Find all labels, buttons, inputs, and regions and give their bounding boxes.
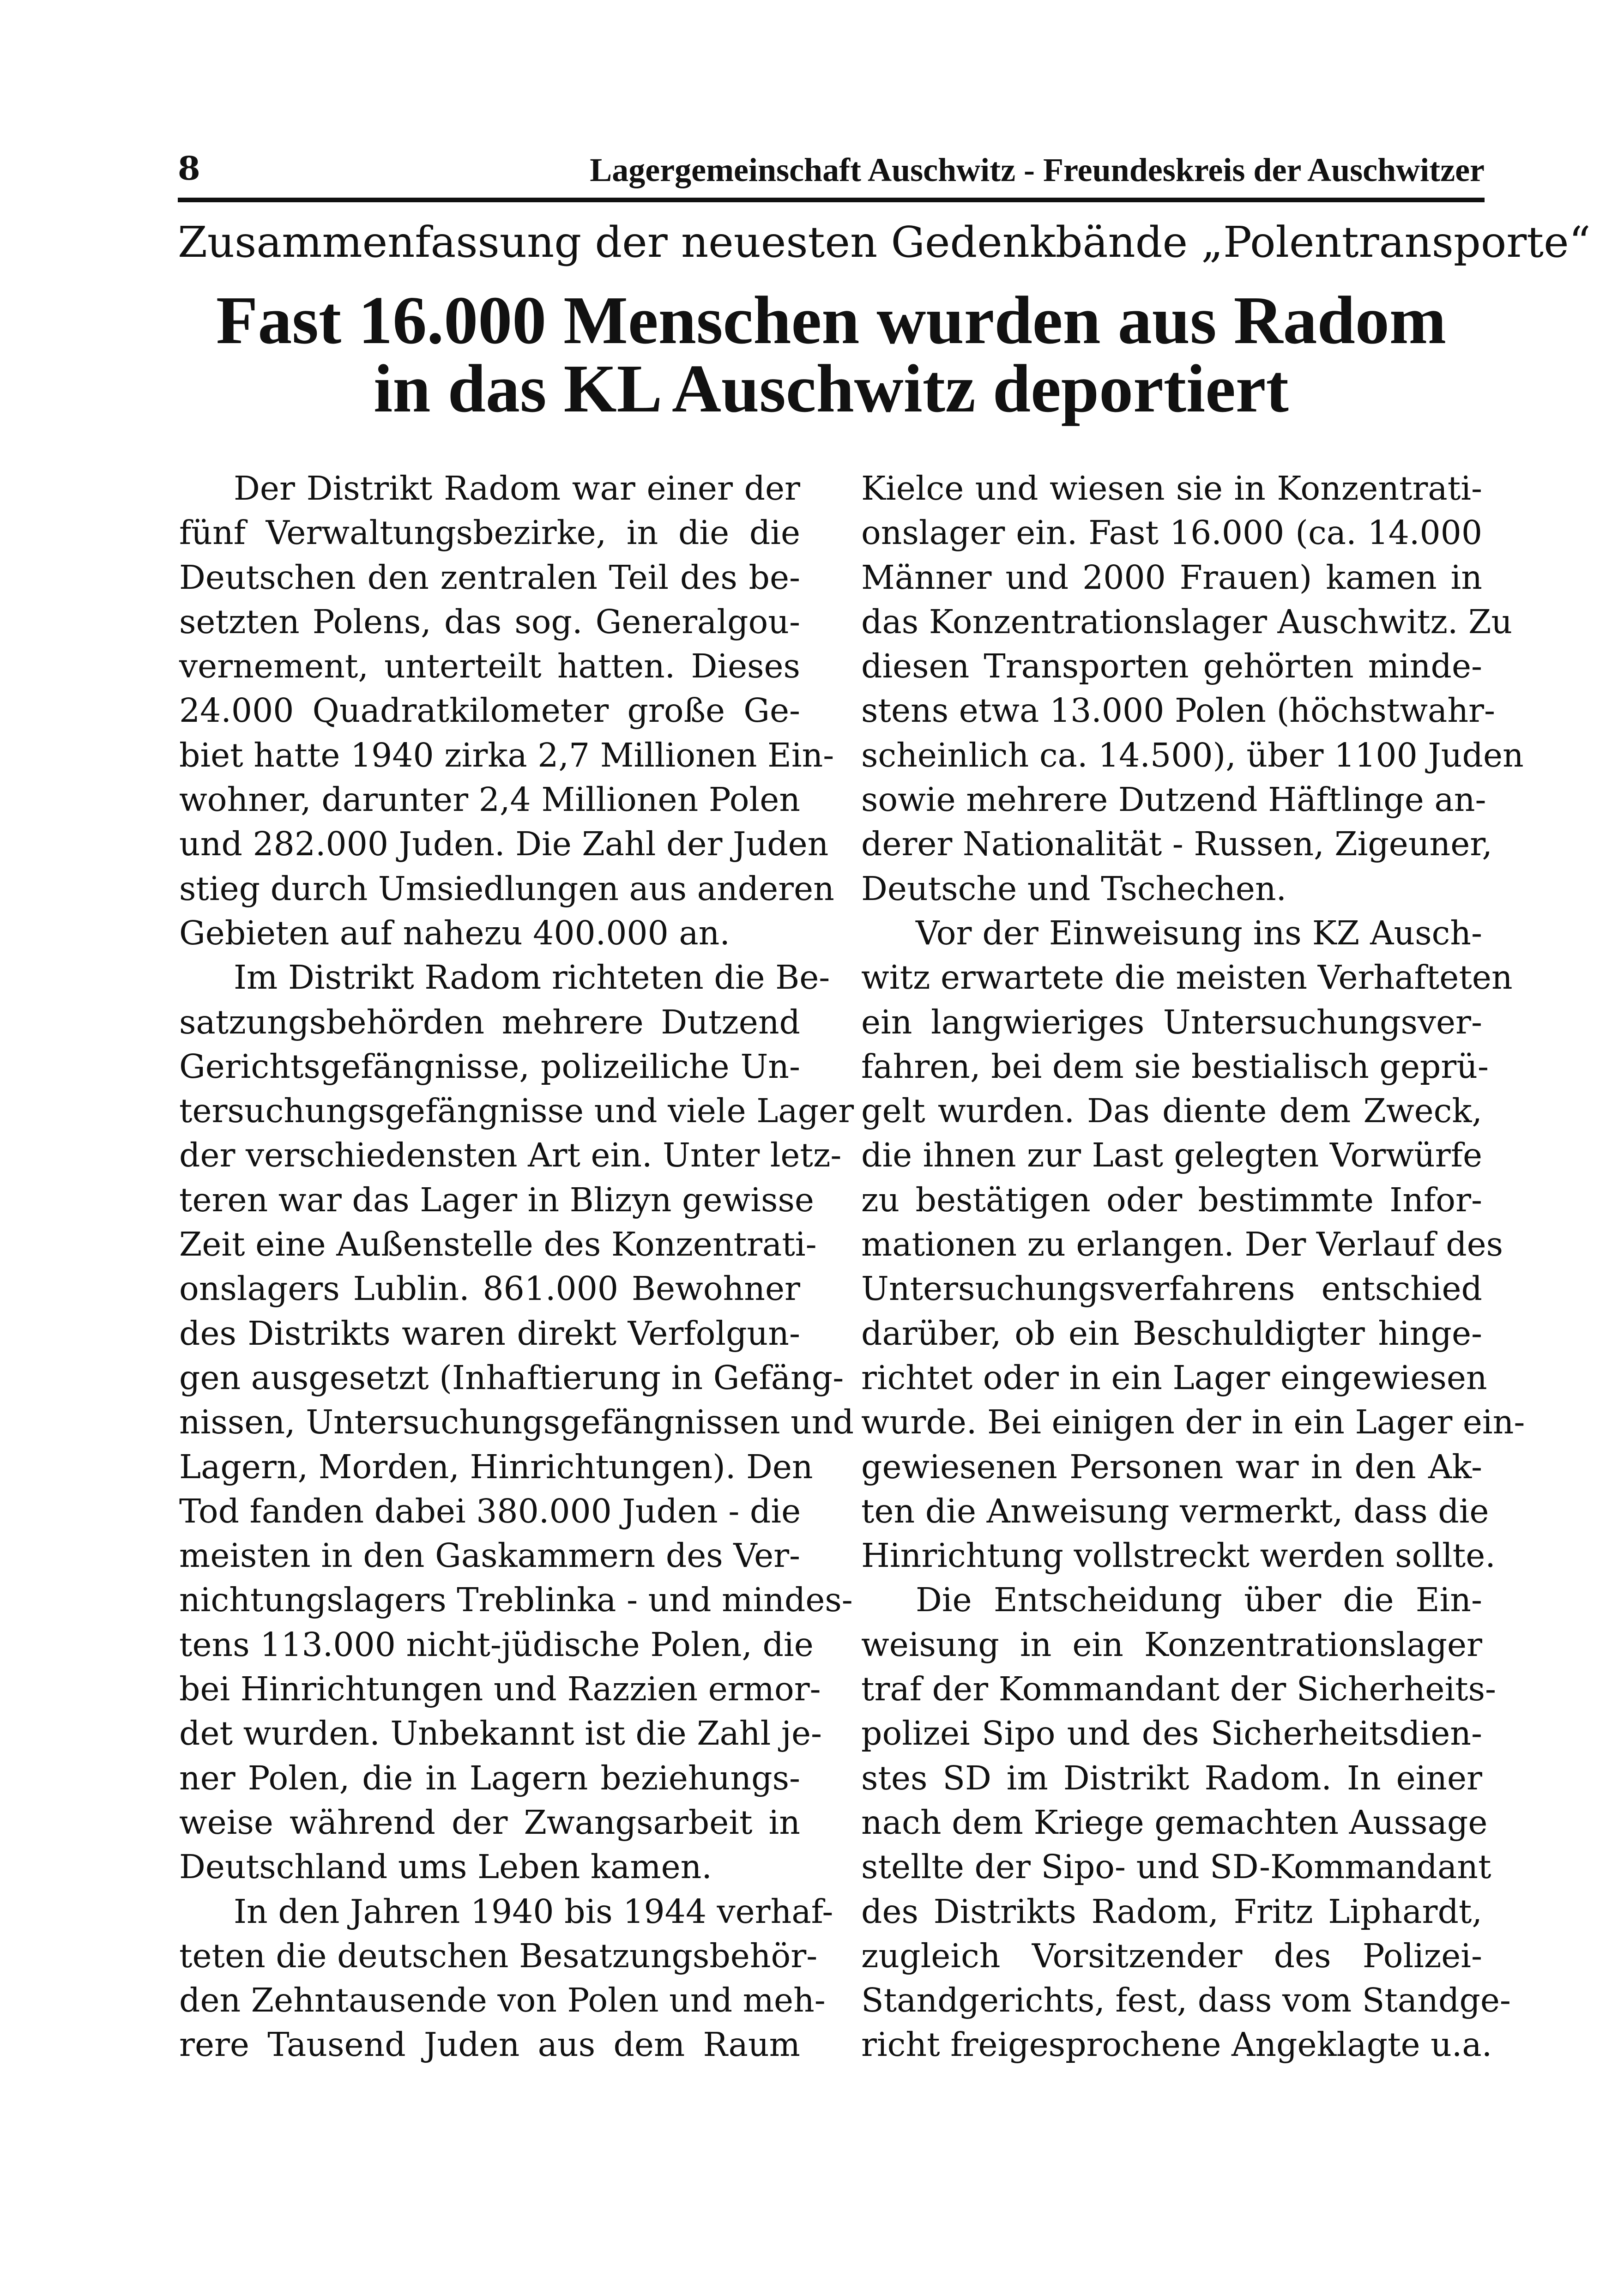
text-line: meisten in den Gaskammern des Ver- [179,1536,801,1575]
text-line: der verschiedensten Art ein. Unter letz- [179,1136,842,1175]
text-line: traf der Kommandant der Sicherheits- [861,1670,1497,1709]
text-line: stens etwa 13.000 Polen (höchstwahr- [861,691,1495,730]
text-line: nichtungslagers Treblinka - und mindes- [179,1581,853,1619]
text-line: Standgerichts, fest, dass vom Standge- [861,1981,1511,2020]
text-line: stellte der Sipo- und SD-Kommandant [861,1848,1491,1886]
text-line: witz erwartete die meisten Verhafteten [861,958,1513,997]
text-line: rere Tausend Juden aus dem Raum [179,2025,800,2064]
text-line: Deutsche und Tschechen. [861,869,1287,908]
text-line: mationen zu erlangen. Der Verlauf des [861,1225,1503,1264]
text-line: Gerichtsgefängnisse, polizeiliche Un- [179,1047,800,1086]
text-line: Hinrichtung vollstreckt werden sollte. [861,1536,1496,1575]
text-line: fahren, bei dem sie bestialisch geprü- [861,1047,1489,1086]
text-line: darüber, ob ein Beschuldigter hinge- [861,1314,1482,1353]
text-line: nissen, Untersuchungsgefängnissen und [179,1403,854,1442]
headline-line: in das KL Auschwitz deportiert [374,351,1289,427]
header-rule [178,198,1485,202]
text-line: vernement, unterteilt hatten. Dieses [179,647,800,686]
text-line: zugleich Vorsitzender des Polizei- [861,1936,1482,1975]
text-line: det wurden. Unbekannt ist die Zahl je- [179,1714,822,1753]
text-line: des Distrikts Radom, Fritz Liphardt, [861,1892,1482,1931]
text-line: wohner, darunter 2,4 Millionen Polen [179,780,800,819]
text-line: weise während der Zwangsarbeit in [179,1803,800,1842]
text-line: satzungsbehörden mehrere Dutzend [179,1003,800,1041]
text-line: Im Distrikt Radom richteten die Be- [234,958,830,997]
article-headline [178,283,1485,427]
text-line: onslagers Lublin. 861.000 Bewohner [179,1269,800,1308]
right-column [861,466,1525,2067]
text-line: Deutschen den zentralen Teil des be- [179,558,800,597]
headline-line: Fast 16.000 Menschen wurden aus Radom [216,283,1447,358]
text-line: Untersuchungsverfahrens entschied [861,1269,1482,1308]
text-line: Deutschland ums Leben kamen. [179,1848,712,1886]
text-line: fünf Verwaltungsbezirke, in die die [179,514,800,552]
text-line: diesen Transporten gehörten minde- [861,647,1482,686]
text-line: scheinlich ca. 14.500), über 1100 Juden [861,736,1524,774]
text-line: stieg durch Umsiedlungen aus anderen [179,869,834,908]
text-line: zu bestätigen oder bestimmte Infor- [861,1180,1482,1219]
text-line: des Distrikts waren direkt Verfolgun- [179,1314,800,1353]
text-line: und 282.000 Juden. Die Zahl der Juden [179,825,829,864]
text-line: gelt wurden. Das diente dem Zweck, [861,1092,1482,1130]
left-column [179,466,854,2067]
text-line: Lagern, Morden, Hinrichtungen). Den [179,1447,813,1486]
text-line: bei Hinrichtungen und Razzien ermor- [179,1670,821,1709]
text-line: gewiesenen Personen war in den Ak- [861,1447,1482,1486]
running-head: Lagergemeinschaft Auschwitz - Freundeskreis der Auschwitzer [590,151,1485,188]
text-line: stes SD im Distrikt Radom. In einer [861,1758,1482,1797]
text-line: onslager ein. Fast 16.000 (ca. 14.000 [861,514,1482,552]
page-number: 8 [178,149,200,187]
article-kicker: Zusammenfassung der neuesten Gedenkbände „Polentransporte“ [178,218,1591,267]
text-line: weisung in ein Konzentrationslager [861,1625,1482,1664]
text-line: Zeit eine Außenstelle des Konzentrati- [179,1225,817,1264]
text-line: teten die deutschen Besatzungsbehör- [179,1936,818,1975]
text-line: setzten Polens, das sog. Generalgou- [179,602,800,641]
text-line: ten die Anweisung vermerkt, dass die [861,1492,1489,1530]
text-line: nach dem Kriege gemachten Aussage [861,1803,1488,1842]
text-line: richt freigesprochene Angeklagte u.a. [861,2025,1492,2064]
text-line: das Konzentrationslager Auschwitz. Zu [861,602,1513,641]
text-line: tens 113.000 nicht-jüdische Polen, die [179,1625,814,1664]
text-line: teren war das Lager in Blizyn gewisse [179,1180,814,1219]
text-line: die ihnen zur Last gelegten Vorwürfe [861,1136,1482,1175]
text-line: Gebieten auf nahezu 400.000 an. [179,913,730,952]
text-line: Männer und 2000 Frauen) kamen in [861,558,1482,597]
text-line: Vor der Einweisung ins KZ Ausch- [916,913,1482,952]
text-line: Der Distrikt Radom war einer der [234,469,800,508]
text-line: wurde. Bei einigen der in ein Lager ein- [861,1403,1525,1442]
text-line: den Zehntausende von Polen und meh- [179,1981,826,2020]
text-line: ein langwieriges Untersuchungsver- [861,1003,1482,1041]
text-line: Tod fanden dabei 380.000 Juden - die [179,1492,801,1530]
text-line: biet hatte 1940 zirka 2,7 Millionen Ein- [179,736,834,774]
text-line: ner Polen, die in Lagern beziehungs- [179,1758,800,1797]
text-line: derer Nationalität - Russen, Zigeuner, [861,825,1492,864]
text-line: In den Jahren 1940 bis 1944 verhaf- [234,1892,833,1931]
text-line: Kielce und wiesen sie in Konzentrati- [861,469,1482,508]
text-line: Die Entscheidung über die Ein- [916,1581,1482,1619]
text-line: tersuchungsgefängnisse und viele Lager [179,1092,854,1130]
text-line: 24.000 Quadratkilometer große Ge- [179,691,800,730]
text-line: gen ausgesetzt (Inhaftierung in Gefäng- [179,1358,844,1397]
text-line: sowie mehrere Dutzend Häftlinge an- [861,780,1486,819]
text-line: richtet oder in ein Lager eingewiesen [861,1358,1487,1397]
text-line: polizei Sipo und des Sicherheitsdien- [861,1714,1482,1753]
